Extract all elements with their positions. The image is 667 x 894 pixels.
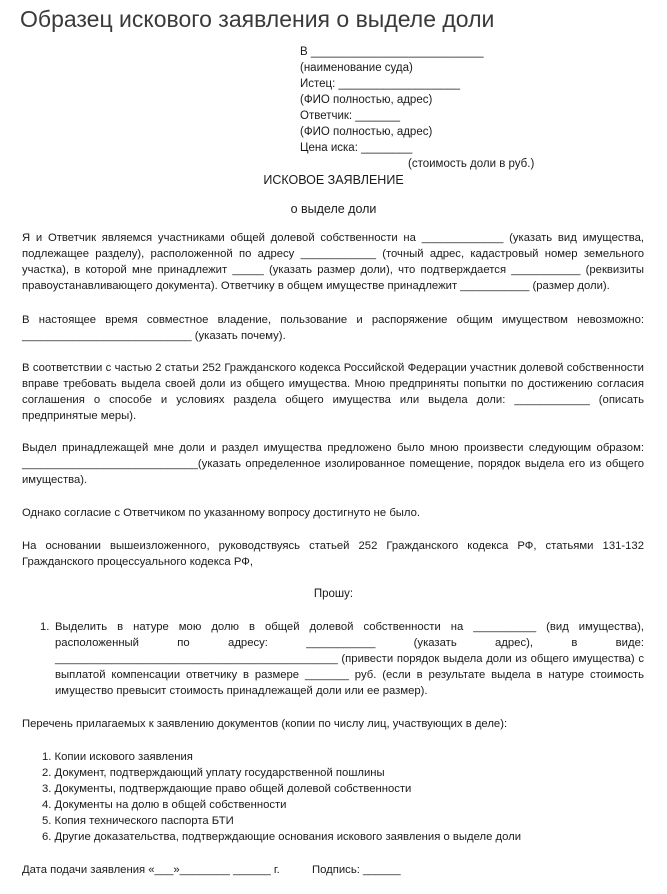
list-item: 2. Документ, подтверждающий уплату государственной пошлины [42, 767, 385, 779]
attachments-intro: Перечень прилагаемых к заявлению документов (копии по числу лиц, участвующих в деле): [22, 718, 508, 730]
paragraph-ownership: Я и Ответчик являемся участниками общей долевой собственности на _____________ (указать вид имущества, подлежащее разделу), расположенной по адресу ____________ (точный адрес, кадастровый номер земельного участка), в которой мне принадлежит _____ (указать размер доли), что подтверждается ___________ (реквизиты правоустанавливающего документа). Ответчику в общем имуществе принадлежит ___________ (размер доли). [22, 232, 644, 293]
defendant-line: Ответчик: _______ [300, 110, 401, 122]
paragraph-grounds: На основании вышеизложенного, руководствуясь статьей 252 Гражданского кодекса РФ, статьями 131-132 Гражданского процессуального кодекса РФ, [22, 540, 644, 569]
request-heading: Прошу: [313, 588, 354, 600]
list-item: 1. Копии искового заявления [42, 751, 193, 763]
list-item: 6. Другие доказательства, подтверждающие основания искового заявления о выделе доли [42, 831, 522, 843]
document-title: ИСКОВОЕ ЗАЯВЛЕНИЕ [263, 173, 404, 187]
list-item: 3. Документы, подтверждающие право общей долевой собственности [42, 783, 412, 795]
claim-price-note: (стоимость доли в руб.) [408, 158, 535, 170]
page-title: Образец искового заявления о выделе доли [20, 6, 495, 32]
request-number: 1. [40, 621, 50, 633]
court-note: (наименование суда) [300, 62, 413, 74]
paragraph-no-agreement: Однако согласие с Ответчиком по указанному вопросу достигнуто не было. [22, 507, 421, 519]
paragraph-proposal: Выдел принадлежащей мне доли и раздел имущества предложено было мною произвести следующим образом: ____________________________(указать определенное изолированное помещение, порядок выдела его из общего имущества). [22, 442, 644, 487]
claim-price-line: Цена иска: ________ [300, 142, 413, 154]
attachments-list [42, 749, 642, 845]
defendant-note: (ФИО полностью, адрес) [300, 126, 433, 138]
request-item [40, 619, 644, 699]
filing-date: Дата подачи заявления «___»________ ______ г. [22, 864, 280, 876]
list-item: 5. Копия технического паспорта БТИ [42, 815, 234, 827]
paragraph-legal-basis: В соответствии с частью 2 статьи 252 Гражданского кодекса Российской Федерации участник долевой собственности вправе требовать выдела своей доли из общего имущества. Мною предприняты попытки по достижению согласия соглашения о способе и условиях раздела общего имущества или выдела доли: ____________ (описать предпринятые меры). [22, 362, 644, 423]
signature-line: Подпись: ______ [312, 864, 401, 876]
list-item: 4. Документы на долю в общей собственности [42, 799, 287, 811]
paragraph-impossibility: В настоящее время совместное владение, пользование и распоряжение общим имуществом невозможно: ___________________________ (указать почему). [22, 314, 644, 343]
plaintiff-line: Истец: ___________________ [300, 78, 461, 90]
plaintiff-note: (ФИО полностью, адрес) [300, 94, 433, 106]
court-line: В ___________________________ [300, 46, 484, 58]
request-text: Выделить в натуре мою долю в общей долевой собственности на __________ (вид имущества), расположенный по адресу: ___________ (указать адрес), в виде: _____________________________________________ (привести порядок выдела доли из общего имущества) с выплатой компенсации ответчику в размере _______ руб. (если в результате выдела в натуре стоимость имущество превысит стоимость принадлежащей доли или ее размер). [55, 621, 644, 698]
document-subtitle: о выделе доли [290, 202, 377, 216]
